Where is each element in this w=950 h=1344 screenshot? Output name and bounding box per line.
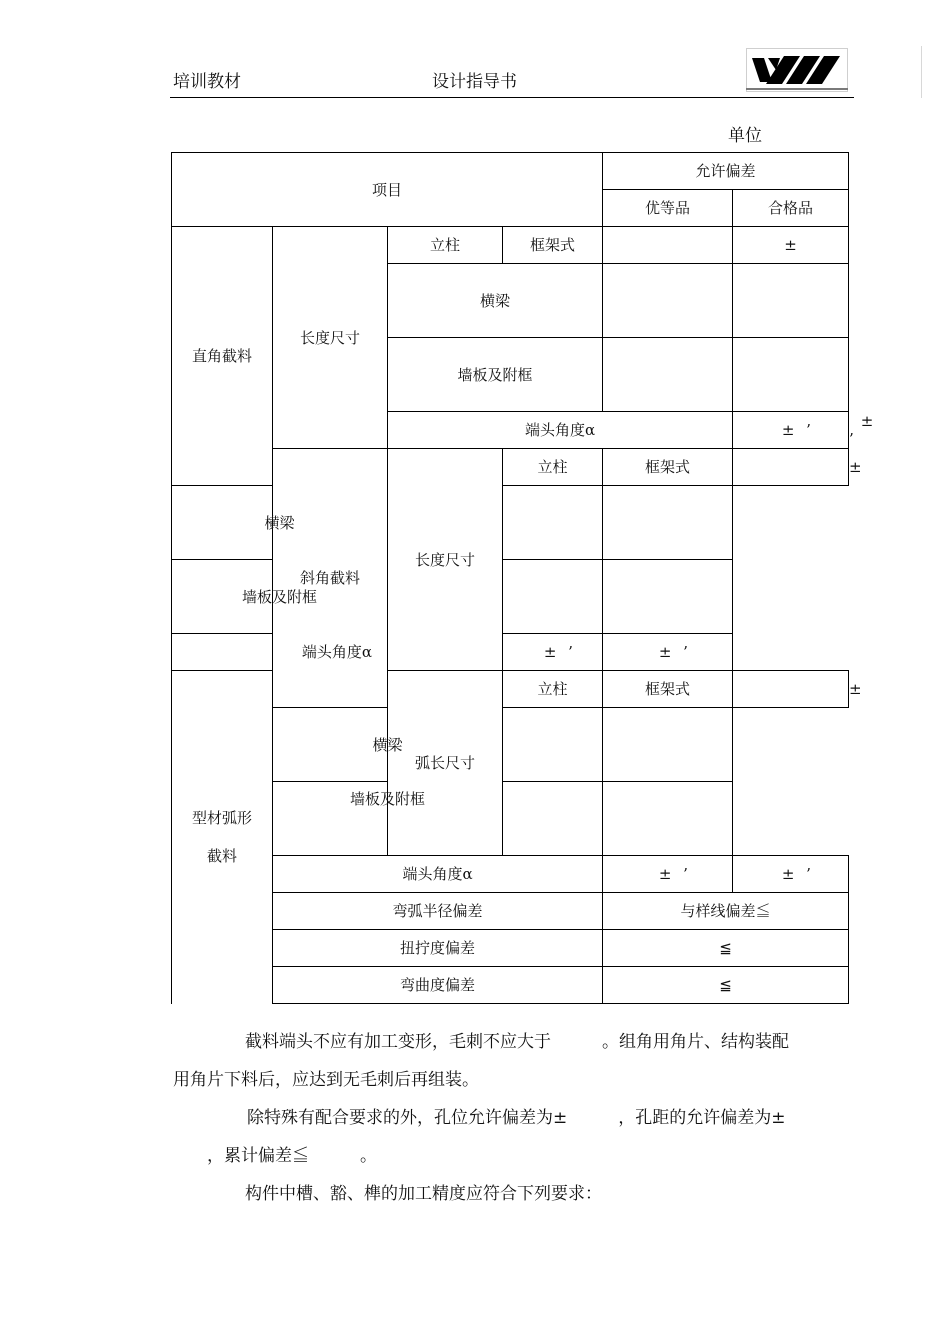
angle-mark: ’ — [849, 430, 854, 448]
angle-mark: ’ — [806, 421, 811, 439]
extra-value-cell: 与样线偏差≦ — [603, 893, 849, 930]
paragraph-burr — [173, 1023, 853, 1099]
angle-mark: ’ — [683, 643, 688, 661]
extra-value-cell: ≦ — [603, 930, 849, 967]
table-row — [172, 560, 849, 634]
angle-premium-cell — [603, 856, 733, 893]
header-center-title: 设计指导书 — [432, 72, 517, 92]
post-cell: 立柱 — [503, 449, 603, 486]
table-row — [172, 893, 849, 930]
table-row — [172, 967, 849, 1004]
table-row — [172, 856, 849, 893]
section-name-line: 型材弧形 — [191, 809, 252, 828]
table-row — [172, 930, 849, 967]
empty-cell — [603, 708, 733, 782]
section-name-cell: 斜角截料 — [273, 449, 388, 708]
post-qualified-cell: ± — [733, 227, 849, 264]
angle-qualified-cell — [603, 634, 733, 671]
section-name-cell — [172, 671, 273, 1004]
dimension-cell: 长度尺寸 — [273, 227, 388, 449]
table-row: 斜角截料 长度尺寸 立柱 框架式 ± — [172, 449, 849, 486]
paragraph-hole-tolerance — [173, 1099, 853, 1175]
angle-qualified-cell — [733, 856, 849, 893]
paragraph-line: 截料端头不应有加工变形，毛刺不应大于 。组角用角片、结构装配 — [245, 1032, 789, 1052]
angle-mark: ’ — [568, 643, 573, 661]
header-left-title: 培训教材 — [173, 72, 241, 92]
wall-cell: 墙板及附框 — [273, 782, 503, 856]
empty-cell — [503, 560, 603, 634]
wall-cell: 墙板及附框 — [388, 338, 603, 412]
header-premium-cell: 优等品 — [603, 190, 733, 227]
empty-cell — [503, 708, 603, 782]
paragraph-line: ，累计偏差≦ 。 — [173, 1146, 377, 1166]
table-row — [172, 486, 849, 560]
empty-cell — [603, 338, 733, 412]
company-logo — [746, 48, 848, 92]
header-item-cell: 项目 — [172, 153, 603, 227]
section-name-cell: 直角截料 — [172, 227, 273, 486]
post-cell: 立柱 — [388, 227, 503, 264]
header-qualified-cell: 合格品 — [733, 190, 849, 227]
paragraph-slot-requirements: 构件中槽、豁、榫的加工精度应符合下列要求： — [245, 1184, 602, 1204]
page-margin-line — [921, 46, 922, 98]
header-rule — [170, 97, 854, 98]
frame-type-cell: 框架式 — [503, 227, 603, 264]
empty-cell — [733, 449, 849, 486]
empty-cell — [603, 227, 733, 264]
dimension-cell: 长度尺寸 — [388, 449, 503, 671]
angle-premium-cell — [503, 634, 603, 671]
angle-mark: ’ — [806, 865, 811, 883]
angle-sign: ± — [543, 643, 557, 661]
table-row — [172, 782, 849, 856]
angle-label-cell: 端头角度α — [273, 856, 603, 893]
empty-cell — [503, 486, 603, 560]
frame-type-cell: 框架式 — [603, 671, 733, 708]
paragraph-line: 除特殊有配合要求的外，孔位允许偏差为± ，孔距的允许偏差为± — [247, 1108, 786, 1128]
beam-cell: 横梁 — [172, 486, 388, 560]
dimension-cell: 弧长尺寸 — [388, 671, 503, 856]
angle-label-cell: 端头角度α — [388, 412, 733, 449]
table-header-row — [172, 153, 849, 190]
angle-sign: ± — [781, 421, 795, 439]
table-row — [172, 227, 849, 264]
wall-cell: 墙板及附框 — [172, 560, 388, 634]
tolerance-table — [171, 152, 874, 1004]
angle-sign: ± — [658, 865, 672, 883]
beam-cell: 横梁 — [273, 708, 503, 782]
angle-sign: ± — [658, 643, 672, 661]
empty-cell — [603, 782, 733, 856]
angle-premium-cell — [733, 412, 849, 449]
angle-label-cell: 端头角度α — [172, 634, 503, 671]
empty-cell — [733, 671, 849, 708]
extra-label-cell: 弯弧半径偏差 — [273, 893, 603, 930]
empty-cell — [733, 264, 849, 338]
empty-cell — [733, 338, 849, 412]
unit-label: 单位 — [728, 126, 762, 146]
paragraph-line: 用角片下料后，应达到无毛刺后再组装。 — [173, 1070, 479, 1090]
frame-type-cell: 框架式 — [603, 449, 733, 486]
empty-cell — [603, 486, 733, 560]
post-cell: 立柱 — [503, 671, 603, 708]
beam-cell: 横梁 — [388, 264, 603, 338]
angle-sign: ± — [860, 412, 874, 430]
extra-label-cell: 弯曲度偏差 — [273, 967, 603, 1004]
table-row — [172, 634, 849, 671]
header-tolerance-cell: 允许偏差 — [603, 153, 849, 190]
empty-cell — [603, 560, 733, 634]
angle-mark: ’ — [683, 865, 688, 883]
empty-cell — [603, 264, 733, 338]
table-row: 型材弧形 截料 弧长尺寸 立柱 框架式 ± — [172, 671, 849, 708]
extra-label-cell: 扭拧度偏差 — [273, 930, 603, 967]
angle-sign: ± — [781, 865, 795, 883]
extra-value-cell: ≦ — [603, 967, 849, 1004]
section-name-line: 截料 — [206, 847, 237, 866]
empty-cell — [503, 782, 603, 856]
table-row — [172, 708, 849, 782]
